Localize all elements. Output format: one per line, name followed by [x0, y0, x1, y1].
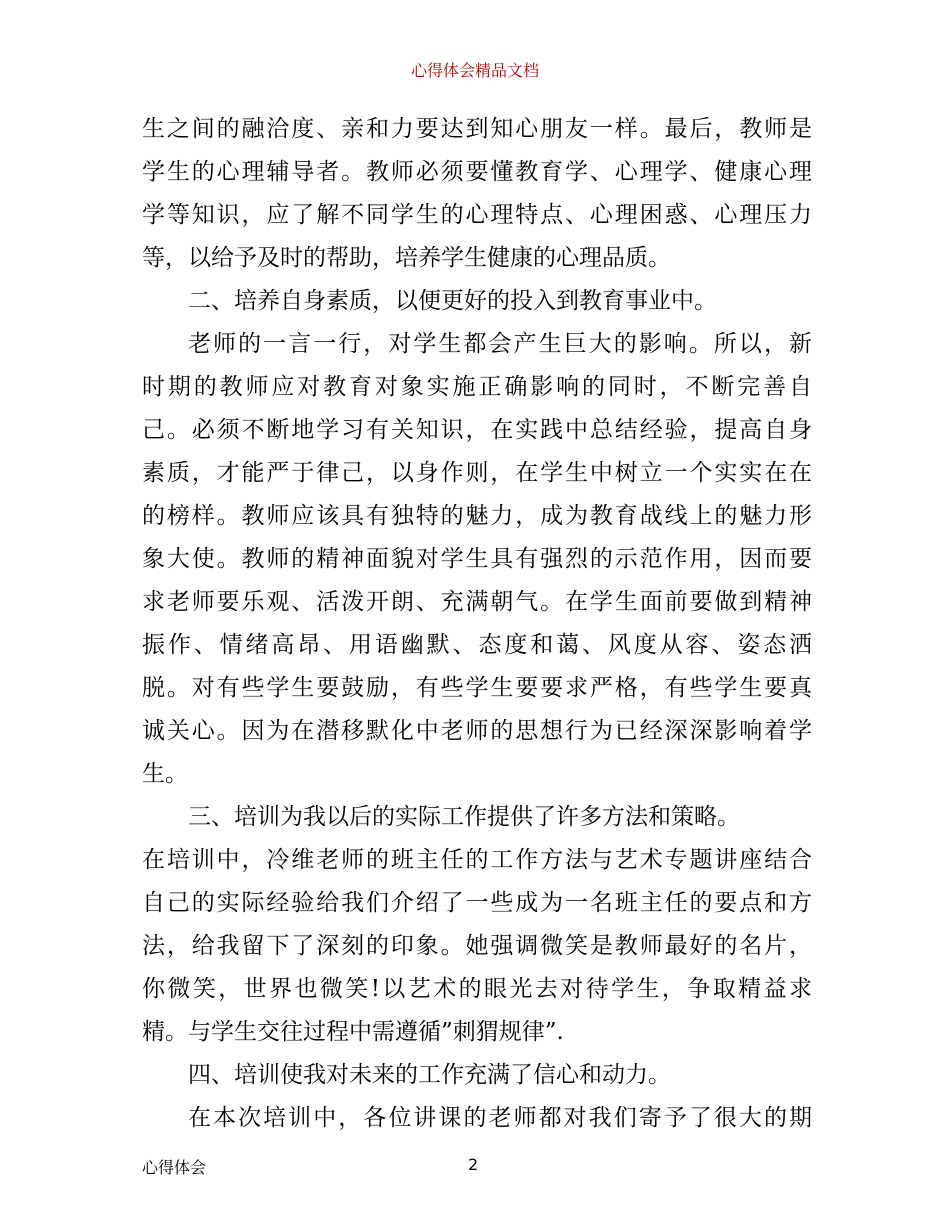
- text-line: 时期的教师应对教育对象实施正确影响的同时，不断完善自: [142, 374, 812, 400]
- page-number: 2: [468, 1155, 479, 1174]
- text-line: 三、培训为我以后的实际工作提供了许多方法和策略。: [188, 804, 740, 830]
- text-line: 象大使。教师的精神面貌对学生具有强烈的示范作用，因而要: [142, 546, 812, 572]
- text-line: 四、培训使我对未来的工作充满了信心和动力。: [188, 1062, 671, 1088]
- document-header-title: 心得体会精品文档: [410, 61, 539, 80]
- text-line: 己。必须不断地学习有关知识，在实践中总结经验，提高自身: [142, 417, 812, 443]
- text-line: 求老师要乐观、活泼开朗、充满朝气。在学生面前要做到精神: [142, 589, 812, 615]
- text-line: 生。: [142, 761, 188, 787]
- text-line: 振作、情绪高昂、用语幽默、态度和蔼、风度从容、姿态洒: [142, 632, 812, 658]
- text-line: 的榜样。教师应该具有独特的魅力，成为教育战线上的魅力形: [142, 503, 812, 529]
- text-line: 老师的一言一行，对学生都会产生巨大的影响。所以，新: [188, 331, 812, 357]
- text-line: 法，给我留下了深刻的印象。她强调微笑是教师最好的名片，: [142, 933, 812, 959]
- text-line: 在培训中，冷维老师的班主任的工作方法与艺术专题讲座结合: [142, 847, 812, 873]
- text-line: 等，以给予及时的帮助，培养学生健康的心理品质。: [142, 245, 671, 271]
- text-line: 二、培养自身素质，以便更好的投入到教育事业中。: [188, 288, 717, 314]
- text-line: 学等知识，应了解不同学生的心理特点、心理困惑、心理压力: [142, 202, 812, 228]
- text-line: 学生的心理辅导者。教师必须要懂教育学、心理学、健康心理: [142, 159, 812, 185]
- text-line: 自己的实际经验给我们介绍了一些成为一名班主任的要点和方: [142, 890, 812, 916]
- text-line: 素质，才能严于律己，以身作则，在学生中树立一个实实在在: [142, 460, 812, 486]
- text-line: 脱。对有些学生要鼓励，有些学生要要求严格，有些学生要真: [142, 675, 812, 701]
- text-line: 生之间的融洽度、亲和力要达到知心朋友一样。最后，教师是: [142, 116, 812, 142]
- text-line: 在本次培训中，各位讲课的老师都对我们寄予了很大的期: [188, 1105, 812, 1131]
- text-line: 精。与学生交往过程中需遵循”刺猬规律”.: [142, 1019, 564, 1045]
- text-line: 你微笑，世界也微笑!以艺术的眼光去对待学生，争取精益求: [142, 976, 812, 1002]
- document-body: [142, 108, 812, 1140]
- text-line: 诚关心。因为在潜移默化中老师的思想行为已经深深影响着学: [142, 718, 812, 744]
- footer-label: 心得体会: [142, 1158, 207, 1177]
